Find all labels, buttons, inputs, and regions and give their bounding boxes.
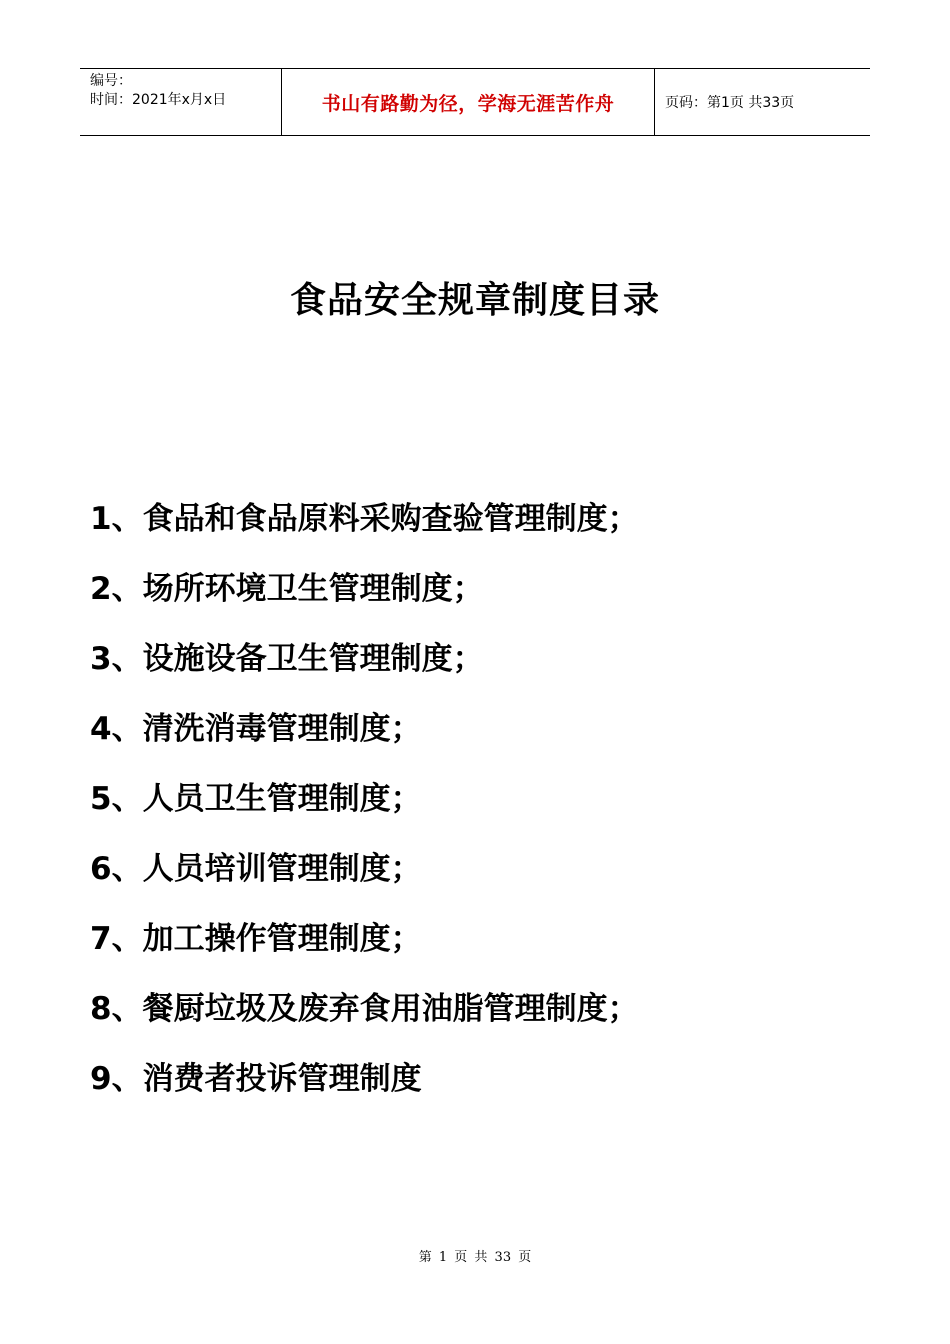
header-page-info: 页码：第1页 共33页 — [665, 95, 795, 111]
toc-item: 7、加工操作管理制度； — [90, 921, 422, 957]
header-meta-cell — [80, 69, 282, 135]
toc-item: 1、食品和食品原料采购查验管理制度； — [90, 501, 639, 537]
toc-item: 8、餐厨垃圾及废弃食用油脂管理制度； — [90, 991, 639, 1027]
toc-item: 3、设施设备卫生管理制度； — [90, 641, 484, 677]
document-header — [80, 68, 870, 136]
document-time-label: 时间：2021年x月x日 — [90, 92, 227, 108]
document-title: 食品安全规章制度目录 — [289, 280, 660, 321]
toc-item: 6、人员培训管理制度； — [90, 851, 422, 887]
toc-item: 4、清洗消毒管理制度； — [90, 711, 422, 747]
header-motto: 书山有路勤为径，学海无涯苦作舟 — [282, 69, 655, 135]
page-footer: 第 1 页 共 33 页 — [418, 1250, 532, 1265]
toc-item: 9、消费者投诉管理制度 — [90, 1061, 422, 1097]
toc-item: 5、人员卫生管理制度； — [90, 781, 422, 817]
toc-item: 2、场所环境卫生管理制度； — [90, 571, 484, 607]
document-number-label: 编号： — [90, 73, 132, 89]
table-of-contents — [90, 494, 639, 1124]
